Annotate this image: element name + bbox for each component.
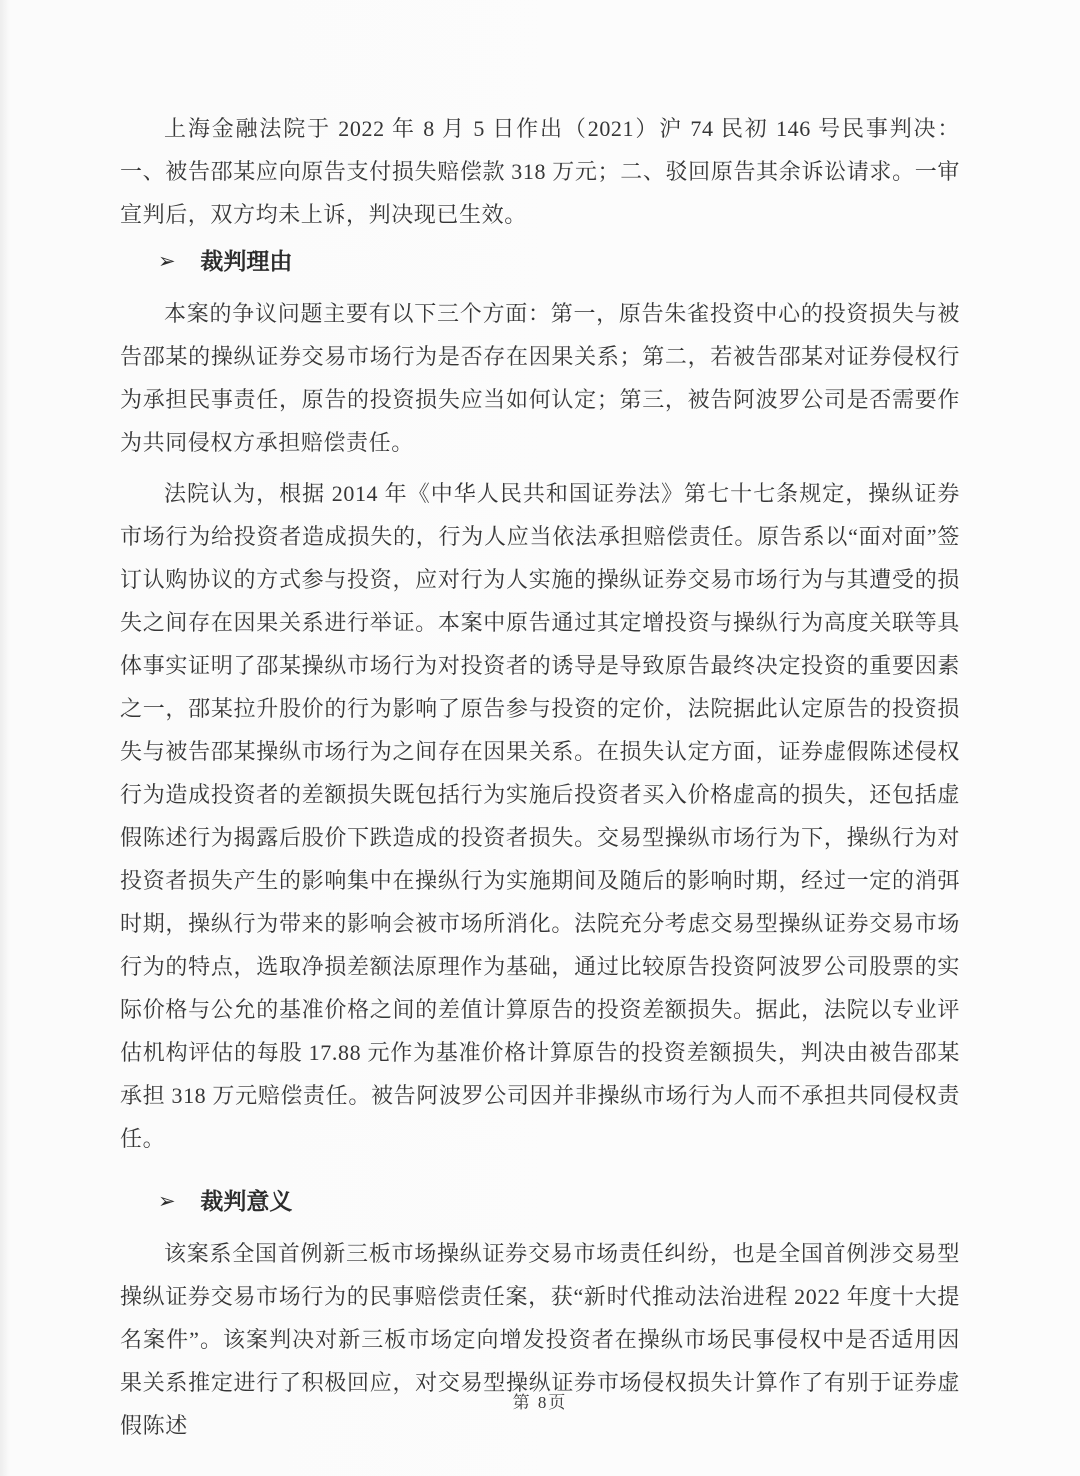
judgment-result-paragraph: 上海金融法院于 2022 年 8 月 5 日作出（2021）沪 74 民初 146 号民事判决：一、被告邵某应向原告支付损失赔偿款 318 万元；二、驳回原告其余诉讼请求。一审宣判后，双方均未上诉，判决现已生效。: [120, 116, 960, 227]
section-heading-label: 裁判意义: [200, 1189, 293, 1214]
section-heading-ruling-reasons: [120, 240, 960, 284]
page-footer: [0, 1388, 1080, 1413]
arrowhead-bullet-icon: ➢: [158, 249, 176, 273]
section-heading-label: 裁判理由: [200, 249, 293, 274]
dispute-issues-paragraph: 本案的争议问题主要有以下三个方面：第一，原告朱雀投资中心的投资损失与被告邵某的操纵证券交易市场行为是否存在因果关系；第二，若被告邵某对证券侵权行为承担民事责任，原告的投资损失应当如何认定；第三，被告阿波罗公司是否需要作为共同侵权方承担赔偿责任。: [120, 301, 960, 455]
section-heading-ruling-significance: [120, 1180, 960, 1224]
page-number: 第 8页: [512, 1393, 568, 1412]
significance-paragraph: 该案系全国首例新三板市场操纵证券交易市场责任纠纷，也是全国首例涉交易型操纵证券交易市场行为的民事赔偿责任案，获“新时代推动法治进程 2022 年度十大提名案件”。该案判决对新三板市场定向增发投资者在操纵市场民事侵权中是否适用因果关系推定进行了积极回应，对交易型操纵证券市场侵权损失计算作了有别于证券虚假陈述: [120, 1241, 960, 1438]
arrowhead-bullet-icon: ➢: [158, 1189, 176, 1213]
court-opinion-paragraph: 法院认为，根据 2014 年《中华人民共和国证券法》第七十七条规定，操纵证券市场行为给投资者造成损失的，行为人应当依法承担赔偿责任。原告系以“面对面”签订认购协议的方式参与投资，应对行为人实施的操纵证券交易市场行为与其遭受的损失之间存在因果关系进行举证。本案中原告通过其定增投资与操纵行为高度关联等具体事实证明了邵某操纵市场行为对投资者的诱导是导致原告最终决定投资的重要因素之一，邵某拉升股价的行为影响了原告参与投资的定价，法院据此认定原告的投资损失与被告邵某操纵市场行为之间存在因果关系。在损失认定方面，证券虚假陈述侵权行为造成投资者的差额损失既包括行为实施后投资者买入价格虚高的损失，还包括虚假陈述行为揭露后股价下跌造成的投资者损失。交易型操纵市场行为下，操纵行为对投资者损失产生的影响集中在操纵行为实施期间及随后的影响时期，经过一定的消弭时期，操纵行为带来的影响会被市场所消化。法院充分考虑交易型操纵证券交易市场行为的特点，选取净损差额法原理作为基础，通过比较原告投资阿波罗公司股票的实际价格与公允的基准价格之间的差值计算原告的投资差额损失。据此，法院以专业评估机构评估的每股 17.88 元作为基准价格计算原告的投资差额损失，判决由被告邵某承担 318 万元赔偿责任。被告阿波罗公司因并非操纵市场行为人而不承担共同侵权责任。: [120, 481, 960, 1151]
